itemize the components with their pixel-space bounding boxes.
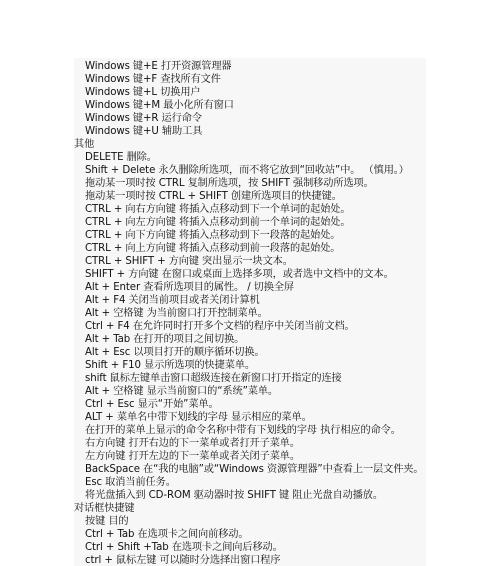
text-line: shift 鼠标左键单击窗口超级连接在新窗口打开指定的连接 xyxy=(85,373,342,384)
text-line: 按键 目的 xyxy=(85,516,129,527)
text-line: Windows 键+M 最小化所有窗口 xyxy=(85,100,234,111)
text-line: Windows 键+E 打开资源管理器 xyxy=(85,61,232,72)
text-line: 在打开的菜单上显示的命令名称中带有下划线的字母 执行相应的命令。 xyxy=(85,425,401,436)
text-line: Alt + 空格键 显示当前窗口的“系统”菜单。 xyxy=(85,386,279,397)
text-line: Ctrl + F4 在允许同时打开多个文档的程序中关闭当前文档。 xyxy=(85,321,355,332)
text-line: Alt + Tab 在打开的项目之间切换。 xyxy=(85,334,245,345)
text-line: CTRL + 向右方向键 将插入点移动到下一个单词的起始处。 xyxy=(85,204,351,215)
text-line: 拖动某一项时按 CTRL 复制所选项，按 SHIFT 强制移动所选项。 xyxy=(85,178,374,189)
text-line: Esc 取消当前任务。 xyxy=(85,477,176,488)
text-line: CTRL + 向左方向键 将插入点移动到前一个单词的起始处。 xyxy=(85,217,351,228)
text-line: Ctrl + Shift +Tab 在选项卡之间向后移动。 xyxy=(85,542,283,553)
text-line: 拖动某一项时按 CTRL + SHIFT 创建所选项目的快捷键。 xyxy=(85,191,342,202)
text-line: Windows 键+R 运行命令 xyxy=(85,113,202,124)
text-line: Alt + F4 关闭当前项目或者关闭计算机 xyxy=(85,295,260,306)
text-line: ctrl + 鼠标左键 可以随时分选择出窗口程序 xyxy=(85,555,281,566)
text-line: CTRL + 向上方向键 将插入点移动到前一段落的起始处。 xyxy=(85,243,341,254)
section-heading: 其他 xyxy=(74,139,95,150)
text-line: Alt + 空格键 为当前窗口打开控制菜单。 xyxy=(85,308,268,319)
document-page xyxy=(74,58,426,566)
text-line: 将光盘插入到 CD-ROM 驱动器时按 SHIFT 键 阻止光盘自动播放。 xyxy=(85,490,383,501)
text-line: Alt + Enter 查看所选项目的属性。 / 切换全屏 xyxy=(85,282,295,293)
text-line: Shift + Delete 永久删除所选项，而不将它放到“回收站”中。 （慎用。） xyxy=(85,165,409,176)
text-line: Alt + Esc 以项目打开的顺序循环切换。 xyxy=(85,347,265,358)
text-line: Windows 键+U 辅助工具 xyxy=(85,126,203,137)
text-line: BackSpace 在“我的电脑”或“Windows 资源管理器”中查看上一层文件夹。 xyxy=(85,464,424,475)
text-line: DELETE 删除。 xyxy=(85,152,157,163)
text-line: Shift + F10 显示所选项的快捷菜单。 xyxy=(85,360,255,371)
text-line: Windows 键+F 查找所有文件 xyxy=(85,74,221,85)
text-line: SHIFT + 方向键 在窗口或桌面上选择多项，或者选中文档中的文本。 xyxy=(85,269,394,280)
text-line: Ctrl + Esc 显示“开始”菜单。 xyxy=(85,399,219,410)
section-heading: 对话框快捷键 xyxy=(74,503,135,514)
text-line: CTRL + SHIFT + 方向键 突出显示一块文本。 xyxy=(85,256,293,267)
text-line: ALT + 菜单名中带下划线的字母 显示相应的菜单。 xyxy=(85,412,312,423)
text-line: 右方向键 打开右边的下一菜单或者打开子菜单。 xyxy=(85,438,300,449)
text-line: 左方向键 打开左边的下一菜单或者关闭子菜单。 xyxy=(85,451,300,462)
text-line: Ctrl + Tab 在选项卡之间向前移动。 xyxy=(85,529,249,540)
text-line: Windows 键+L 切换用户 xyxy=(85,87,201,98)
text-line: CTRL + 向下方向键 将插入点移动到下一段落的起始处。 xyxy=(85,230,341,241)
